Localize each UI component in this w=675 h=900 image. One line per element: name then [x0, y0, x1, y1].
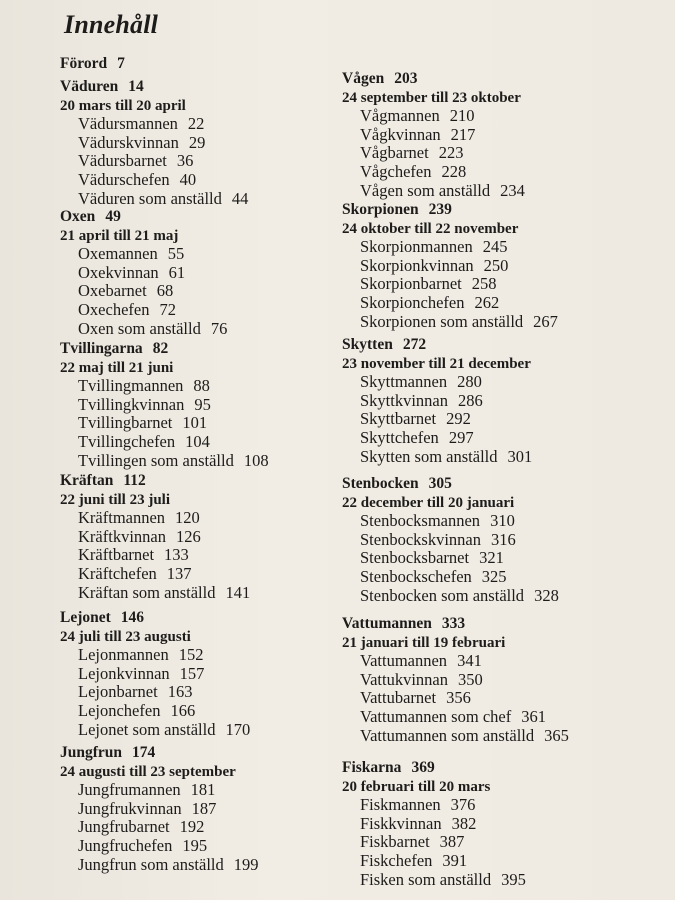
toc-label: Lejonet som anställd — [78, 719, 216, 739]
toc-page-number: 195 — [182, 835, 208, 855]
toc-entry — [342, 107, 662, 126]
toc-page-number: 267 — [533, 311, 558, 331]
toc-page-number: 272 — [402, 336, 427, 353]
toc-page-number: 170 — [225, 719, 251, 739]
toc-section — [60, 609, 340, 739]
toc-label: Skytten som anställd — [360, 446, 498, 466]
toc-page-number: 88 — [193, 376, 210, 396]
toc-label: Väduren — [60, 78, 119, 95]
toc-label: Stenbocksbarnet — [360, 548, 470, 568]
toc-label: Förord — [60, 55, 108, 72]
toc-entry — [342, 852, 662, 871]
toc-date-range: 20 februari till 20 mars — [342, 778, 491, 795]
toc-label: Skyttchefen — [360, 427, 439, 447]
toc-entry — [342, 144, 662, 163]
toc-label: Vädurskvinnan — [78, 132, 179, 152]
toc-entry — [60, 856, 340, 875]
toc-page-number: 262 — [474, 292, 500, 312]
toc-entry — [60, 414, 340, 433]
toc-label: Fiskchefen — [360, 850, 433, 870]
toc-entry — [342, 689, 662, 708]
toc-label: Vädursbarnet — [78, 151, 167, 171]
toc-date-range: 23 november till 21 december — [342, 355, 531, 372]
toc-label: Vattubarnet — [360, 688, 437, 708]
toc-entry — [60, 433, 340, 452]
toc-entry — [60, 837, 340, 856]
toc-label: Skorpionen — [342, 201, 419, 218]
toc-entry — [60, 55, 340, 74]
toc-label: Skyttkvinnan — [360, 390, 449, 410]
toc-page-number: 350 — [458, 669, 483, 689]
toc-date-range: 21 april till 21 maj — [60, 227, 179, 244]
toc-label: Fiskkvinnan — [360, 813, 442, 833]
toc-entry — [60, 134, 340, 153]
toc-page-number: 187 — [191, 798, 217, 818]
toc-page-number: 356 — [446, 688, 471, 708]
toc-page-number: 68 — [156, 281, 174, 301]
toc-page-number: 210 — [449, 106, 475, 126]
toc-date-range: 24 augusti till 23 september — [60, 763, 236, 780]
toc-entry — [342, 429, 662, 448]
toc-entry — [60, 320, 340, 339]
toc-page-number: 55 — [167, 244, 185, 264]
toc-entry — [60, 546, 340, 565]
toc-label: Vågchefen — [360, 161, 432, 181]
toc-page-number: 297 — [448, 427, 474, 447]
toc-page-number: 104 — [185, 431, 210, 451]
toc-label: Oxen — [60, 208, 96, 225]
toc-entry — [342, 126, 662, 145]
toc-entry — [60, 301, 340, 320]
toc-label: Kräftan — [60, 472, 114, 489]
toc-date-range: 20 mars till 20 april — [60, 97, 186, 114]
toc-entry — [60, 245, 340, 264]
toc-label: Fiskbarnet — [360, 832, 430, 852]
toc-entry — [60, 683, 340, 702]
toc-label: Kräftan som anställd — [78, 582, 216, 602]
toc-label: Oxechefen — [78, 299, 150, 319]
toc-sign-heading — [60, 78, 340, 97]
toc-sign-heading — [342, 615, 662, 634]
toc-page-number: 133 — [164, 545, 189, 565]
toc-page-number: 321 — [479, 548, 504, 568]
toc-date-range: 24 juli till 23 augusti — [60, 628, 191, 645]
toc-page-number: 166 — [170, 700, 196, 720]
toc-label: Kräftbarnet — [78, 545, 155, 565]
toc-label: Tvillingbarnet — [78, 413, 173, 433]
toc-entry — [60, 509, 340, 528]
toc-label: Oxemannen — [78, 244, 158, 264]
toc-page-number: 14 — [128, 78, 144, 95]
toc-page-number: 258 — [471, 274, 497, 294]
toc-label: Lejonchefen — [78, 700, 161, 720]
toc-sign-heading — [60, 609, 340, 628]
toc-page-number: 280 — [457, 372, 482, 392]
toc-label: Jungfruchefen — [78, 835, 173, 855]
toc-label: Skorpionbarnet — [360, 274, 462, 294]
toc-section — [342, 615, 662, 745]
toc-page-number: 126 — [175, 526, 201, 546]
toc-page-number: 40 — [179, 169, 197, 189]
toc-entry — [342, 549, 662, 568]
toc-entry — [60, 781, 340, 800]
toc-sign-heading — [342, 70, 662, 89]
toc-label: Jungfrumannen — [78, 780, 181, 800]
toc-label: Jungfrun som anställd — [78, 854, 224, 874]
toc-page-number: 316 — [491, 529, 516, 549]
toc-entry — [342, 671, 662, 690]
toc-label: Vattukvinnan — [360, 669, 448, 689]
toc-sign-heading — [60, 472, 340, 491]
toc-page-number: 310 — [490, 511, 515, 531]
toc-entry — [60, 818, 340, 837]
toc-entry — [60, 702, 340, 721]
toc-date-range: 22 december till 20 januari — [342, 494, 515, 511]
toc-page-number: 292 — [446, 409, 471, 429]
toc-page-number: 382 — [451, 813, 477, 833]
toc-sign-heading — [60, 744, 340, 763]
toc-label: Lejonmannen — [78, 645, 169, 665]
toc-label: Oxen som anställd — [78, 318, 201, 338]
toc-sign-heading — [342, 475, 662, 494]
toc-entry — [60, 452, 340, 471]
toc-page-number: 120 — [175, 508, 200, 528]
toc-section — [342, 201, 662, 331]
toc-date-range: 21 januari till 19 februari — [342, 634, 506, 651]
toc-label: Stenbockschefen — [360, 566, 472, 586]
toc-label: Kräftkvinnan — [78, 526, 166, 546]
toc-page-number: 181 — [190, 780, 216, 800]
toc-label: Vågkvinnan — [360, 124, 441, 144]
toc-label: Vågen som anställd — [360, 180, 491, 200]
toc-entry — [60, 665, 340, 684]
toc-section — [60, 208, 340, 338]
toc-page-number: 203 — [394, 70, 418, 87]
toc-label: Fiskmannen — [360, 795, 441, 815]
toc-entry — [60, 584, 340, 603]
toc-page-number: 376 — [450, 795, 476, 815]
toc-sign-heading — [60, 340, 340, 359]
toc-entry — [342, 294, 662, 313]
toc-page-number: 325 — [481, 566, 507, 586]
toc-page-number: 22 — [187, 114, 205, 134]
toc-page-number: 163 — [167, 682, 193, 702]
toc-page-number: 137 — [166, 563, 192, 583]
toc-label: Vattumannen — [342, 615, 432, 632]
toc-page-number: 146 — [120, 609, 145, 626]
toc-entry — [342, 796, 662, 815]
toc-page-number: 341 — [457, 651, 482, 671]
toc-entry — [60, 565, 340, 584]
toc-label: Skorpionchefen — [360, 292, 465, 312]
toc-page-number: 49 — [105, 208, 121, 225]
toc-page-number: 72 — [159, 299, 176, 319]
toc-sign-heading — [60, 208, 340, 227]
toc-entry — [60, 800, 340, 819]
toc-label: Oxebarnet — [78, 281, 147, 301]
toc-label: Fiskarna — [342, 759, 402, 776]
toc-date-range: 24 oktober till 22 november — [342, 220, 519, 237]
toc-entry — [342, 257, 662, 276]
toc-section — [342, 70, 662, 200]
page-title: Innehåll — [64, 10, 159, 39]
toc-page-number: 333 — [441, 615, 466, 632]
toc-entry — [60, 646, 340, 665]
toc-entry — [60, 190, 340, 209]
toc-entry — [60, 264, 340, 283]
toc-page-number: 112 — [123, 472, 146, 489]
toc-label: Tvillingkvinnan — [78, 394, 185, 414]
toc-label: Lejonet — [60, 609, 111, 626]
toc-entry — [342, 587, 662, 606]
toc-section — [60, 744, 340, 874]
toc-page-number: 217 — [450, 124, 476, 144]
toc-label: Väduren som anställd — [78, 188, 222, 208]
toc-label: Oxekvinnan — [78, 262, 159, 282]
toc-label: Vattumannen som chef — [360, 706, 512, 726]
toc-entry — [60, 528, 340, 547]
toc-page-number: 245 — [482, 237, 508, 257]
toc-entry — [60, 377, 340, 396]
toc-entry — [342, 373, 662, 392]
toc-date-range: 24 september till 23 oktober — [342, 89, 521, 106]
toc-label: Lejonkvinnan — [78, 663, 170, 683]
toc-page-number: 174 — [132, 744, 156, 761]
toc-label: Stenbocksmannen — [360, 511, 481, 531]
toc-label: Jungfrubarnet — [78, 817, 170, 837]
toc-page-number: 141 — [225, 582, 251, 602]
toc-page-number: 328 — [534, 585, 559, 605]
toc-page-number: 239 — [428, 201, 452, 218]
toc-entry — [342, 163, 662, 182]
toc-page-number: 157 — [179, 663, 205, 683]
toc-label: Vågen — [342, 70, 385, 87]
toc-label: Vädurschefen — [78, 169, 170, 189]
toc-label: Stenbockskvinnan — [360, 529, 481, 549]
toc-entry — [342, 727, 662, 746]
toc-page-number: 228 — [441, 161, 467, 181]
toc-label: Kräftmannen — [78, 508, 166, 528]
toc-label: Vågbarnet — [360, 143, 429, 163]
toc-page-number: 305 — [428, 475, 452, 492]
toc-entry — [342, 448, 662, 467]
toc-page-number: 29 — [188, 132, 206, 152]
toc-page-number: 387 — [439, 832, 465, 852]
toc-entry — [342, 871, 662, 890]
toc-entry — [60, 171, 340, 190]
toc-entry — [342, 313, 662, 332]
toc-section — [342, 475, 662, 605]
toc-label: Kräftchefen — [78, 563, 157, 583]
toc-page-number: 101 — [182, 413, 208, 433]
toc-page-number: 365 — [544, 725, 569, 745]
toc-label: Tvillingarna — [60, 340, 143, 357]
toc-page-number: 95 — [194, 394, 211, 414]
toc-page-number: 361 — [521, 706, 546, 726]
toc-label: Tvillingen som anställd — [78, 450, 234, 470]
toc-entry — [342, 833, 662, 852]
toc-entry — [342, 275, 662, 294]
toc-entry — [60, 396, 340, 415]
toc-page-number: 76 — [210, 318, 228, 338]
toc-label: Skyttbarnet — [360, 409, 437, 429]
toc-page-number: 82 — [152, 340, 169, 357]
toc-label: Skytten — [342, 336, 393, 353]
toc-entry — [60, 152, 340, 171]
toc-entry — [60, 721, 340, 740]
toc-label: Vattumannen som anställd — [360, 725, 535, 745]
toc-entry — [342, 182, 662, 201]
toc-page-number: 301 — [507, 446, 533, 466]
toc-entry — [342, 392, 662, 411]
toc-page-number: 234 — [500, 180, 525, 200]
toc-page-number: 286 — [458, 390, 483, 410]
toc-page-number: 108 — [243, 450, 269, 470]
toc-section — [342, 336, 662, 466]
toc-sign-heading — [342, 759, 662, 778]
toc-page-number: 7 — [117, 55, 125, 72]
toc-label: Vågmannen — [360, 106, 440, 126]
toc-sign-heading — [342, 201, 662, 220]
toc-page-number: 192 — [179, 817, 205, 837]
toc-label: Jungfrukvinnan — [78, 798, 182, 818]
toc-date-range: 22 juni till 23 juli — [60, 491, 171, 508]
toc-entry — [342, 652, 662, 671]
toc-page-number: 395 — [501, 869, 526, 889]
toc-page-number: 199 — [233, 854, 259, 874]
toc-section — [60, 78, 340, 208]
toc-label: Skorpionen som anställd — [360, 311, 524, 331]
toc-entry — [342, 708, 662, 727]
toc-page-number: 250 — [483, 255, 509, 275]
toc-entry — [342, 531, 662, 550]
toc-date-range: 22 maj till 21 juni — [60, 359, 174, 376]
toc-label: Stenbocken — [342, 475, 419, 492]
toc-label: Fisken som anställd — [360, 869, 492, 889]
toc-page-number: 44 — [231, 188, 249, 208]
toc-label: Skorpionmannen — [360, 237, 473, 257]
toc-entry — [342, 238, 662, 257]
toc-label: Lejonbarnet — [78, 682, 158, 702]
toc-page-number: 36 — [176, 151, 194, 171]
toc-section — [342, 759, 662, 889]
toc-page-number: 61 — [168, 262, 186, 282]
toc-entry — [342, 815, 662, 834]
toc-page-number: 152 — [178, 645, 204, 665]
toc-entry — [342, 512, 662, 531]
toc-label: Jungfrun — [60, 744, 123, 761]
toc-section — [60, 472, 340, 602]
toc-label: Vädursmannen — [78, 114, 178, 134]
toc-label: Stenbocken som anställd — [360, 585, 525, 605]
toc-entry — [342, 568, 662, 587]
toc-entry — [60, 115, 340, 134]
toc-entry — [342, 410, 662, 429]
toc-page-number: 369 — [411, 759, 435, 776]
toc-label: Tvillingchefen — [78, 431, 176, 451]
toc-page-number: 223 — [438, 143, 464, 163]
toc-label: Skyttmannen — [360, 372, 448, 392]
toc-label: Vattumannen — [360, 651, 448, 671]
toc-label: Skorpionkvinnan — [360, 255, 474, 275]
toc-section — [60, 340, 340, 470]
toc-sign-heading — [342, 336, 662, 355]
toc-entry — [60, 282, 340, 301]
toc-foreword — [60, 55, 340, 74]
toc-label: Tvillingmannen — [78, 376, 184, 396]
toc-page-number: 391 — [442, 850, 468, 870]
